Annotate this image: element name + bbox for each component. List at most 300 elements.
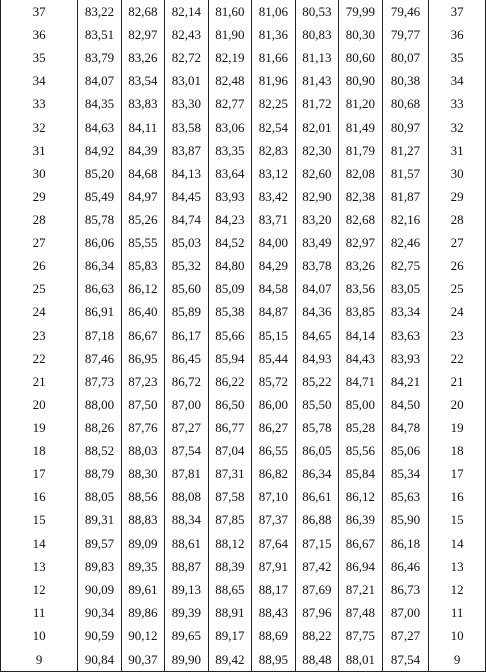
table-row [1, 92, 486, 115]
table-cell: 84,29 [252, 254, 295, 277]
table-cell: 82,68 [121, 0, 164, 23]
table-cell: 84,97 [121, 185, 164, 208]
table-row [1, 532, 486, 555]
table-cell: 88,79 [78, 462, 121, 485]
row-index-left: 34 [1, 69, 78, 92]
table-cell: 87,21 [339, 578, 382, 601]
table-cell: 81,13 [295, 46, 338, 69]
table-cell: 84,52 [208, 231, 251, 254]
table-cell: 83,64 [208, 162, 251, 185]
row-index-right: 13 [429, 555, 486, 578]
table-cell: 84,14 [339, 324, 382, 347]
table-cell: 80,38 [382, 69, 429, 92]
table-cell: 85,60 [165, 277, 208, 300]
table-cell: 87,27 [165, 416, 208, 439]
table-cell: 88,12 [208, 532, 251, 555]
row-index-left: 10 [1, 624, 78, 647]
table-row [1, 185, 486, 208]
row-index-left: 12 [1, 578, 78, 601]
table-cell: 83,79 [78, 46, 121, 69]
table-cell: 88,05 [78, 485, 121, 508]
table-cell: 86,94 [339, 555, 382, 578]
table-cell: 83,20 [295, 208, 338, 231]
table-cell: 83,58 [165, 116, 208, 139]
row-index-right: 34 [429, 69, 486, 92]
table-cell: 86,61 [295, 485, 338, 508]
table-row [1, 324, 486, 347]
table-cell: 88,69 [252, 624, 295, 647]
table-cell: 89,90 [165, 647, 208, 671]
row-index-left: 26 [1, 254, 78, 277]
table-cell: 87,10 [252, 485, 295, 508]
table-cell: 83,06 [208, 116, 251, 139]
table-cell: 80,30 [339, 23, 382, 46]
row-index-right: 9 [429, 647, 486, 671]
table-cell: 88,65 [208, 578, 251, 601]
table-cell: 83,56 [339, 277, 382, 300]
row-index-left: 16 [1, 485, 78, 508]
table-cell: 80,07 [382, 46, 429, 69]
table-cell: 86,95 [121, 347, 164, 370]
table-cell: 85,63 [382, 485, 429, 508]
table-cell: 82,54 [252, 116, 295, 139]
table-cell: 90,37 [121, 647, 164, 671]
table-cell: 81,06 [252, 0, 295, 23]
table-cell: 81,87 [382, 185, 429, 208]
table-cell: 85,56 [339, 439, 382, 462]
table-cell: 87,75 [339, 624, 382, 647]
table-cell: 81,27 [382, 139, 429, 162]
table-cell: 86,17 [165, 324, 208, 347]
table-cell: 82,83 [252, 139, 295, 162]
table-row [1, 277, 486, 300]
table-cell: 82,72 [165, 46, 208, 69]
table-cell: 88,39 [208, 555, 251, 578]
table-cell: 83,63 [382, 324, 429, 347]
row-index-right: 24 [429, 300, 486, 323]
table-cell: 89,57 [78, 532, 121, 555]
table-cell: 87,85 [208, 508, 251, 531]
table-cell: 82,48 [208, 69, 251, 92]
table-cell: 83,22 [78, 0, 121, 23]
row-index-left: 13 [1, 555, 78, 578]
table-cell: 89,86 [121, 601, 164, 624]
table-cell: 83,26 [121, 46, 164, 69]
table-cell: 83,26 [339, 254, 382, 277]
table-cell: 79,46 [382, 0, 429, 23]
table-cell: 86,12 [339, 485, 382, 508]
table-cell: 86,18 [382, 532, 429, 555]
table-cell: 83,34 [382, 300, 429, 323]
table-cell: 86,00 [252, 393, 295, 416]
table-cell: 82,25 [252, 92, 295, 115]
table-cell: 86,55 [252, 439, 295, 462]
table-cell: 87,00 [165, 393, 208, 416]
table-cell: 87,48 [339, 601, 382, 624]
table-cell: 82,16 [382, 208, 429, 231]
table-cell: 84,43 [339, 347, 382, 370]
table-cell: 88,91 [208, 601, 251, 624]
table-cell: 88,03 [121, 439, 164, 462]
table-cell: 82,08 [339, 162, 382, 185]
table-cell: 86,67 [121, 324, 164, 347]
table-cell: 86,72 [165, 370, 208, 393]
table-cell: 85,15 [252, 324, 295, 347]
table-cell: 90,09 [78, 578, 121, 601]
row-index-right: 12 [429, 578, 486, 601]
table-cell: 88,30 [121, 462, 164, 485]
table-cell: 86,91 [78, 300, 121, 323]
table-cell: 88,01 [339, 647, 382, 671]
row-index-right: 15 [429, 508, 486, 531]
table-cell: 83,83 [121, 92, 164, 115]
table-cell: 88,61 [165, 532, 208, 555]
table-cell: 82,14 [165, 0, 208, 23]
table-cell: 86,45 [165, 347, 208, 370]
table-cell: 85,94 [208, 347, 251, 370]
table-cell: 84,71 [339, 370, 382, 393]
table-cell: 87,37 [252, 508, 295, 531]
table-cell: 86,12 [121, 277, 164, 300]
table-cell: 83,51 [78, 23, 121, 46]
table-row [1, 254, 486, 277]
table-cell: 80,90 [339, 69, 382, 92]
table-cell: 85,06 [382, 439, 429, 462]
table-cell: 88,34 [165, 508, 208, 531]
table-cell: 79,77 [382, 23, 429, 46]
table-cell: 85,89 [165, 300, 208, 323]
table-cell: 85,32 [165, 254, 208, 277]
table-row [1, 162, 486, 185]
table-cell: 84,58 [252, 277, 295, 300]
table-cell: 85,90 [382, 508, 429, 531]
table-cell: 87,73 [78, 370, 121, 393]
row-index-left: 27 [1, 231, 78, 254]
table-cell: 81,57 [382, 162, 429, 185]
table-cell: 85,20 [78, 162, 121, 185]
row-index-right: 31 [429, 139, 486, 162]
table-cell: 82,30 [295, 139, 338, 162]
table-cell: 85,66 [208, 324, 251, 347]
row-index-left: 32 [1, 116, 78, 139]
table-cell: 87,50 [121, 393, 164, 416]
table-cell: 84,11 [121, 116, 164, 139]
table-cell: 88,87 [165, 555, 208, 578]
table-cell: 87,42 [295, 555, 338, 578]
table-row [1, 439, 486, 462]
table-row [1, 116, 486, 139]
table-cell: 87,81 [165, 462, 208, 485]
table-cell: 83,12 [252, 162, 295, 185]
table-cell: 83,01 [165, 69, 208, 92]
table-cell: 87,00 [382, 601, 429, 624]
table-cell: 81,60 [208, 0, 251, 23]
row-index-left: 20 [1, 393, 78, 416]
table-cell: 87,54 [382, 647, 429, 671]
table-cell: 87,69 [295, 578, 338, 601]
row-index-right: 14 [429, 532, 486, 555]
table-row [1, 624, 486, 647]
table-cell: 83,30 [165, 92, 208, 115]
table-row [1, 231, 486, 254]
table-cell: 89,83 [78, 555, 121, 578]
table-cell: 82,77 [208, 92, 251, 115]
table-row [1, 0, 486, 23]
row-index-right: 32 [429, 116, 486, 139]
row-index-left: 28 [1, 208, 78, 231]
table-cell: 87,46 [78, 347, 121, 370]
table-cell: 87,76 [121, 416, 164, 439]
table-cell: 88,22 [295, 624, 338, 647]
table-cell: 81,96 [252, 69, 295, 92]
table-cell: 80,60 [339, 46, 382, 69]
table-cell: 88,83 [121, 508, 164, 531]
table-cell: 84,74 [165, 208, 208, 231]
table-cell: 86,77 [208, 416, 251, 439]
row-index-left: 22 [1, 347, 78, 370]
table-cell: 83,05 [382, 277, 429, 300]
table-cell: 81,79 [339, 139, 382, 162]
row-index-right: 20 [429, 393, 486, 416]
row-index-right: 18 [429, 439, 486, 462]
row-index-right: 16 [429, 485, 486, 508]
row-index-left: 25 [1, 277, 78, 300]
row-index-right: 27 [429, 231, 486, 254]
row-index-left: 31 [1, 139, 78, 162]
row-index-left: 19 [1, 416, 78, 439]
row-index-right: 26 [429, 254, 486, 277]
table-row [1, 578, 486, 601]
table-cell: 84,65 [295, 324, 338, 347]
table-cell: 88,00 [78, 393, 121, 416]
row-index-right: 25 [429, 277, 486, 300]
table-cell: 84,07 [78, 69, 121, 92]
row-index-right: 21 [429, 370, 486, 393]
table-cell: 83,54 [121, 69, 164, 92]
table-row [1, 46, 486, 69]
table-cell: 83,93 [382, 347, 429, 370]
table-cell: 82,46 [382, 231, 429, 254]
table-cell: 81,36 [252, 23, 295, 46]
table-cell: 88,08 [165, 485, 208, 508]
table-row [1, 555, 486, 578]
table-cell: 85,38 [208, 300, 251, 323]
row-index-left: 35 [1, 46, 78, 69]
row-index-left: 14 [1, 532, 78, 555]
table-cell: 81,66 [252, 46, 295, 69]
table-cell: 88,26 [78, 416, 121, 439]
table-cell: 83,78 [295, 254, 338, 277]
table-cell: 89,61 [121, 578, 164, 601]
table-cell: 81,43 [295, 69, 338, 92]
table-cell: 84,35 [78, 92, 121, 115]
table-cell: 88,17 [252, 578, 295, 601]
table-cell: 87,58 [208, 485, 251, 508]
row-index-left: 33 [1, 92, 78, 115]
row-index-right: 36 [429, 23, 486, 46]
table-cell: 85,26 [121, 208, 164, 231]
table-row [1, 23, 486, 46]
table-cell: 85,83 [121, 254, 164, 277]
table-cell: 85,72 [252, 370, 295, 393]
table-cell: 82,38 [339, 185, 382, 208]
table-row [1, 485, 486, 508]
table-cell: 84,87 [252, 300, 295, 323]
table-cell: 83,35 [208, 139, 251, 162]
table-row [1, 508, 486, 531]
table-cell: 86,06 [78, 231, 121, 254]
table-cell: 82,97 [339, 231, 382, 254]
table-cell: 86,05 [295, 439, 338, 462]
row-index-left: 17 [1, 462, 78, 485]
table-cell: 81,20 [339, 92, 382, 115]
table-cell: 88,52 [78, 439, 121, 462]
table-row [1, 601, 486, 624]
table-row [1, 416, 486, 439]
table-cell: 89,35 [121, 555, 164, 578]
table-cell: 84,21 [382, 370, 429, 393]
table-cell: 88,43 [252, 601, 295, 624]
table-cell: 89,13 [165, 578, 208, 601]
table-cell: 85,44 [252, 347, 295, 370]
table-cell: 80,97 [382, 116, 429, 139]
table-cell: 86,67 [339, 532, 382, 555]
table-cell: 86,39 [339, 508, 382, 531]
table-row [1, 69, 486, 92]
table-cell: 86,46 [382, 555, 429, 578]
table-cell: 86,88 [295, 508, 338, 531]
table-cell: 86,73 [382, 578, 429, 601]
row-index-left: 9 [1, 647, 78, 671]
table-cell: 86,63 [78, 277, 121, 300]
table-cell: 87,91 [252, 555, 295, 578]
table-cell: 82,60 [295, 162, 338, 185]
table-cell: 81,49 [339, 116, 382, 139]
table-row [1, 370, 486, 393]
row-index-right: 10 [429, 624, 486, 647]
table-cell: 86,27 [252, 416, 295, 439]
table-cell: 89,09 [121, 532, 164, 555]
table-cell: 85,03 [165, 231, 208, 254]
row-index-left: 18 [1, 439, 78, 462]
table-row [1, 347, 486, 370]
table-cell: 85,28 [339, 416, 382, 439]
table-cell: 87,31 [208, 462, 251, 485]
table-cell: 88,56 [121, 485, 164, 508]
table-cell: 80,83 [295, 23, 338, 46]
table-row [1, 139, 486, 162]
table-cell: 85,00 [339, 393, 382, 416]
table-cell: 83,42 [252, 185, 295, 208]
table-cell: 87,96 [295, 601, 338, 624]
table-cell: 84,45 [165, 185, 208, 208]
table-cell: 89,39 [165, 601, 208, 624]
table-cell: 87,54 [165, 439, 208, 462]
table-cell: 85,09 [208, 277, 251, 300]
row-index-left: 15 [1, 508, 78, 531]
row-index-right: 17 [429, 462, 486, 485]
table-cell: 82,01 [295, 116, 338, 139]
row-index-right: 28 [429, 208, 486, 231]
table-cell: 84,80 [208, 254, 251, 277]
table-cell: 80,53 [295, 0, 338, 23]
table-cell: 83,71 [252, 208, 295, 231]
table-cell: 89,31 [78, 508, 121, 531]
table-cell: 86,34 [78, 254, 121, 277]
table-cell: 82,75 [382, 254, 429, 277]
table-row [1, 647, 486, 671]
row-index-right: 19 [429, 416, 486, 439]
row-index-right: 37 [429, 0, 486, 23]
table-cell: 80,68 [382, 92, 429, 115]
row-index-right: 23 [429, 324, 486, 347]
table-cell: 90,34 [78, 601, 121, 624]
table-cell: 83,87 [165, 139, 208, 162]
table-cell: 86,82 [252, 462, 295, 485]
table-cell: 87,23 [121, 370, 164, 393]
table-cell: 84,93 [295, 347, 338, 370]
table-cell: 90,12 [121, 624, 164, 647]
row-index-right: 11 [429, 601, 486, 624]
table-cell: 81,72 [295, 92, 338, 115]
table-cell: 86,50 [208, 393, 251, 416]
table-row [1, 393, 486, 416]
table-cell: 85,34 [382, 462, 429, 485]
table-cell: 87,18 [78, 324, 121, 347]
table-cell: 87,04 [208, 439, 251, 462]
table-cell: 84,92 [78, 139, 121, 162]
table-cell: 86,40 [121, 300, 164, 323]
row-index-left: 24 [1, 300, 78, 323]
table-cell: 85,78 [78, 208, 121, 231]
table-cell: 90,59 [78, 624, 121, 647]
table-cell: 89,17 [208, 624, 251, 647]
table-cell: 82,43 [165, 23, 208, 46]
table-cell: 82,90 [295, 185, 338, 208]
table-cell: 84,63 [78, 116, 121, 139]
row-index-left: 36 [1, 23, 78, 46]
table-cell: 85,49 [78, 185, 121, 208]
table-cell: 89,65 [165, 624, 208, 647]
row-index-left: 29 [1, 185, 78, 208]
table-cell: 84,13 [165, 162, 208, 185]
row-index-right: 22 [429, 347, 486, 370]
table-body [1, 0, 486, 672]
table-cell: 84,23 [208, 208, 251, 231]
table-cell: 85,22 [295, 370, 338, 393]
table-cell: 88,48 [295, 647, 338, 671]
table-cell: 84,00 [252, 231, 295, 254]
table-cell: 82,68 [339, 208, 382, 231]
table-cell: 84,39 [121, 139, 164, 162]
table-cell: 85,78 [295, 416, 338, 439]
table-cell: 86,34 [295, 462, 338, 485]
table-cell: 84,78 [382, 416, 429, 439]
table-cell: 89,42 [208, 647, 251, 671]
table-cell: 90,84 [78, 647, 121, 671]
table-cell: 83,49 [295, 231, 338, 254]
row-index-right: 30 [429, 162, 486, 185]
table-row [1, 208, 486, 231]
row-index-left: 30 [1, 162, 78, 185]
table-cell: 84,36 [295, 300, 338, 323]
table-cell: 87,27 [382, 624, 429, 647]
table-cell: 84,07 [295, 277, 338, 300]
table-cell: 79,99 [339, 0, 382, 23]
table-cell: 84,68 [121, 162, 164, 185]
table-cell: 85,84 [339, 462, 382, 485]
table-cell: 84,50 [382, 393, 429, 416]
